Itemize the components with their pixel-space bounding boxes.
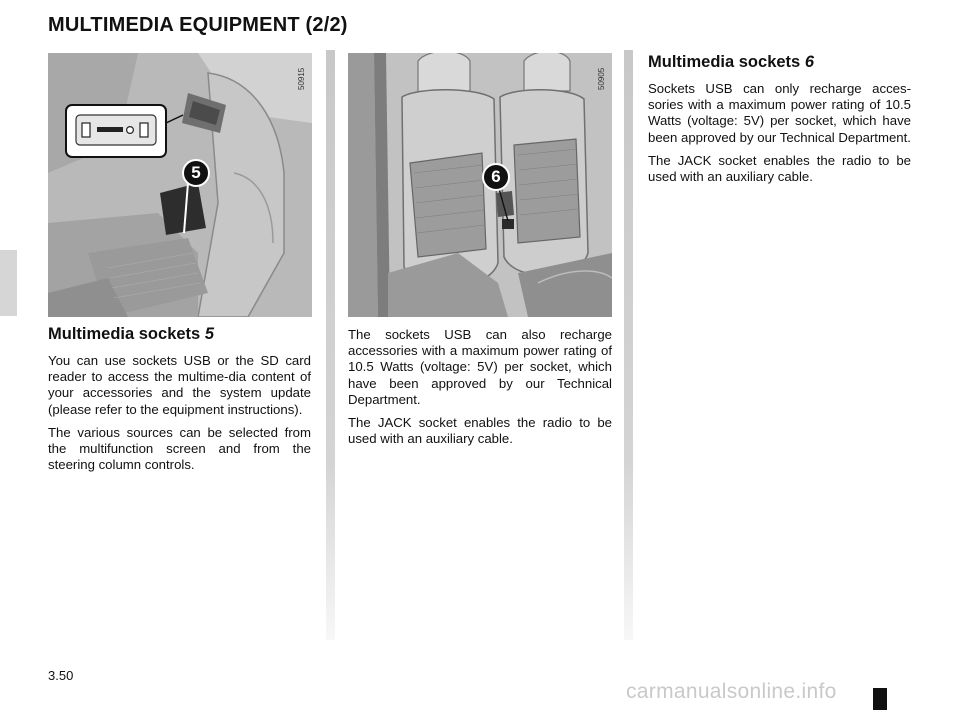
rear-seat-illustration [348, 53, 612, 317]
heading-text: Multimedia sockets [48, 325, 201, 343]
column-separator [624, 50, 633, 640]
section-sockets-5 [48, 324, 311, 480]
front-console-illustration [48, 53, 312, 317]
callout-6-marker: 6 [482, 163, 510, 191]
figure-rear-seat-photo [348, 53, 612, 317]
page-number: 3.50 [48, 668, 74, 683]
page-title: MULTIMEDIA EQUIPMENT (2/2) [48, 14, 348, 36]
section-usb-charge [348, 327, 612, 454]
paragraph: The sockets USB can also recharge accessories with a maximum power rating of 10.5 Watts (voltage: 5V) per socket, which have been approved by our Technical Department. [348, 327, 612, 407]
section-heading [648, 52, 911, 72]
section-heading [48, 324, 311, 344]
paragraph: The JACK socket enables the radio to be used with an auxiliary cable. [648, 152, 911, 185]
chapter-tab [0, 250, 17, 316]
paragraph: The JACK socket enables the radio to be used with an auxiliary cable. [348, 415, 612, 447]
paragraph: Sockets USB can only recharge acces-sories with a maximum power rating of 10.5 Watts (voltage: 5V) per socket, which have been approved by our Technical Department. [648, 81, 911, 145]
callout-5-marker: 5 [182, 159, 210, 187]
figure-ref-code: 50915 [297, 67, 306, 90]
column-separator [326, 50, 335, 640]
heading-number: 6 [804, 53, 814, 71]
paragraph: You can use sockets USB or the SD card reader to access the multime-dia content of your accessories and the system update (please refer to the equipment instructions). [48, 353, 311, 417]
heading-text: Multimedia sockets [648, 53, 801, 71]
section-sockets-6 [648, 52, 911, 192]
figure-ref-code: 50905 [597, 67, 606, 90]
paragraph: The various sources can be selected from the multifunction screen and from the steering column controls. [48, 424, 311, 473]
heading-number: 5 [204, 325, 214, 343]
watermark: carmanualsonline.info [626, 680, 837, 703]
figure-front-console-photo [48, 53, 312, 317]
corner-mark [873, 688, 887, 710]
